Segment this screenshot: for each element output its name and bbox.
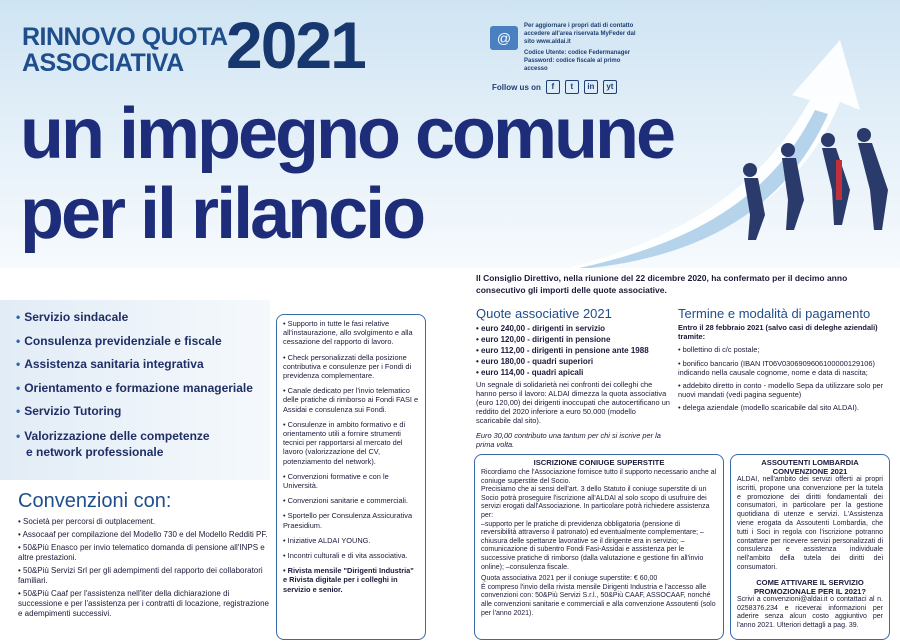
iscrizione-text: Precisiamo che ai sensi dell'art. 3 dello Statuto il coniuge superstite di un Socio potrà proseguire l'iscrizione all'ALDAI al solo scopo di usufruire dei servizi erogati dall'Associazione. In particolare potrà richiedere assistenza per: — [481, 486, 710, 519]
contact-info-line2: Codice Utente: codice Federmanager — [524, 50, 631, 56]
service-item: • Assistenza sanitaria integrativa — [16, 357, 204, 371]
hero-title — [22, 24, 228, 76]
service-label: Consulenza previdenziale e fiscale — [24, 333, 222, 348]
assoutenti-text: Scrivi a convenzioni@aldai.it o contattaci al n. 0258376.234 e riceverai informazioni per aderire senza alcun costo aggiuntivo per l'anno 2021. Ulteriori dettagli a pag. 39. — [737, 595, 883, 630]
service-item: • Servizio sindacale — [16, 310, 129, 324]
payment-item: • bonifico bancario (IBAN IT06V0306909606100000129106) indicando nella causale cognome, nome e data di nascita; — [678, 358, 875, 377]
service-detail: • Convenzioni sanitarie e commerciali. — [283, 496, 408, 506]
iscrizione-text: –supporto per le pratiche di previdenza obbligatoria (pensione di reversibilità attraverso il patronato) ed eventualmente complementare; –chiusura delle spettanze lavorative se il dirigente era in servizio; –comunicazione di subentro Fondi Fasi-Assidai e assistenza per le successive pratiche di rimborso (dalla valutazione e gestione fin all'invio online); –consulenza fiscale. — [481, 520, 704, 571]
service-label: Assistenza sanitaria integrativa — [24, 357, 204, 371]
convenzioni-section — [18, 490, 274, 622]
service-label: e network professionale — [26, 444, 164, 459]
assoutenti-title: ASSOUTENTI LOMBARDIA CONVENZIONE 2021 — [761, 458, 859, 476]
growth-arrow-illustration — [560, 40, 900, 268]
quote-section — [476, 306, 672, 449]
convenzioni-item: • Società per percorsi di outplacement. — [18, 517, 156, 526]
services-detail-box — [276, 314, 426, 640]
assoutenti-subtitle: COME ATTIVARE IL SERVIZIO PROMOZIONALE PER IL 2021? — [753, 577, 867, 596]
iscrizione-text: Ricordiamo che l'Associazione fornisce tutto il supporto necessario anche al coniuge superstite del Socio. — [481, 469, 717, 485]
hero-banner — [0, 0, 900, 268]
payment-item: • bollettino di c/c postale; — [678, 345, 760, 355]
quote-note: Un segnale di solidarietà nei confronti dei colleghi che hanno perso il lavoro: ALDAI dimezza la quota associativa (euro 120,00) dei dirigenti inoccupati che autocertificano un reddito del 2020 inferiore a euro 50.000 (modello scaricabile dal sito). — [476, 380, 670, 425]
service-label: Orientamento e formazione manageriale — [24, 380, 253, 395]
service-detail: • Supporto in tutte le fasi relative all'instaurazione, allo svolgimento e alla cessazione del rapporto di lavoro. — [283, 319, 413, 347]
quote-item: • euro 120,00 - dirigenti in pensione — [476, 335, 611, 344]
convenzioni-title: Convenzioni con: — [18, 490, 172, 512]
convenzioni-item: • 50&Più Caaf per l'assistenza nell'iter della dichiarazione di successione e per l'assistenza per i contratti di locazione, registrazione e adempimenti successivi. — [18, 589, 269, 618]
quote-item: • euro 114,00 - quadri apicali — [476, 368, 584, 377]
service-item: • Consulenza previdenziale e fiscale — [16, 333, 222, 348]
service-detail: • Canale dedicato per l'invio telematico delle pratiche di rimborso ai Fondi FASI e Assidai e consulenza sui Fondi. — [283, 386, 419, 414]
iscrizione-text: Quota associativa 2021 per il coniuge superstite: € 60,00 — [481, 575, 658, 583]
hero-slogan-line1: un impegno comune — [20, 94, 674, 174]
hero-title-line2: ASSOCIATIVA — [22, 49, 184, 77]
payment-item: • delega aziendale (modello scaricabile dal sito ALDAI). — [678, 403, 859, 413]
contact-info-line3: Password: codice fiscale al primo accesso — [524, 58, 621, 72]
service-label: Servizio Tutoring — [24, 404, 122, 418]
service-detail: • Consulenze in ambito formativo e di orientamento utili a fornire strumenti tecnici per rapportarsi al mercato del lavoro (valorizzazione del CV, potenziamento del network). — [283, 419, 406, 466]
service-item: • Valorizzazione delle competenze — [16, 428, 210, 443]
twitter-icon[interactable]: t — [565, 80, 579, 94]
iscrizione-title: ISCRIZIONE CONIUGE SUPERSTITE — [533, 458, 665, 467]
service-detail: • Iniziative ALDAI YOUNG. — [283, 535, 371, 545]
convenzioni-item: • Assocaaf per compilazione del Modello 730 e del Modello Redditi PF. — [18, 530, 268, 539]
service-label: Valorizzazione delle competenze — [24, 428, 210, 443]
quote-title: Quote associative 2021 — [476, 306, 612, 321]
convenzioni-item: • 50&Più Servizi Srl per gli adempimenti del rapporto dei collaboratori familiari. — [18, 566, 263, 585]
hero-title-line1: RINNOVO QUOTA — [22, 23, 228, 51]
hero-year: 2021 — [226, 8, 365, 82]
youtube-icon[interactable]: yt — [603, 80, 617, 94]
quote-item: • euro 180,00 - quadri superiori — [476, 357, 594, 366]
payment-section — [678, 306, 888, 417]
payment-deadline: Entro il 28 febbraio 2021 (salvo casi di deleghe aziendali) tramite: — [678, 323, 878, 342]
follow-label: Follow us on — [492, 82, 541, 92]
service-item: • Orientamento e formazione manageriale — [16, 380, 253, 395]
convenzioni-item: • 50&Più Enasco per invio telematico domanda di pensione all'INPS e altre prestazioni. — [18, 543, 265, 562]
mail-icon: @ — [490, 26, 518, 50]
service-item-continuation — [16, 444, 270, 460]
hero-slogan-line2: per il rilancio — [20, 174, 424, 254]
linkedin-icon[interactable]: in — [584, 80, 598, 94]
assoutenti-text: ALDAI, nell'ambito dei servizi offerti ai propri iscritti, propone una convenzione per la tutela e promozione dei diritti fondamentali dei consumatori, in particolare per la gestione quotidiana di utenze e servizi. L'Assistenza viene erogata da Assoutenti Lombardia, che tutti i Soci in regola con l'iscrizione potranno contattare per ricevere servizi personalizzati di consulenza e assistenza individuale nell'ambito della tutela dei diritti dei consumatori. — [737, 476, 883, 571]
quote-una-tantum: Euro 30,00 contributo una tantum per chi si iscrive per la prima volta. — [476, 431, 661, 449]
assoutenti-box — [730, 454, 890, 640]
intro-text: Il Consiglio Direttivo, nella riunione del 22 dicembre 2020, ha confermato per il decimo anno consecutivo gli importi delle quote associative. — [476, 273, 848, 295]
contact-info-line1: Per aggiornare i propri dati di contatto accedere all'area riservata MyFeder dal sito www.aldai.it — [524, 23, 636, 45]
facebook-icon[interactable]: f — [546, 80, 560, 94]
quote-item: • euro 240,00 - dirigenti in servizio — [476, 324, 606, 333]
payment-title: Termine e modalità di pagamento — [678, 306, 871, 321]
payment-item: • addebito diretto in conto - modello Sepa da utilizzare solo per nuovi mandati (vedi pagina seguente) — [678, 381, 884, 400]
service-item: • Servizio Tutoring — [16, 404, 122, 418]
quote-item: • euro 112,00 - dirigenti in pensione ante 1988 — [476, 346, 649, 355]
service-detail: • Convenzioni formative e con le Università. — [283, 471, 389, 491]
services-list — [0, 300, 270, 480]
iscrizione-text: È compreso l'invio della rivista mensile Dirigenti Industria e l'accesso alle convenzioni con: 50&Più Servizi S.r.l., 50&Più CAAF, ASSOCAAF, nonché alle convenzioni sanitarie e commerciali e alla convenzione Assoutenti (solo per l'anno 2021). — [481, 583, 716, 617]
service-label: Servizio sindacale — [24, 310, 129, 324]
service-detail: • Check personalizzati della posizione contributiva e consulenze per i Fondi di previdenza complementare. — [283, 352, 412, 381]
service-detail: • Rivista mensile "Dirigenti Industria" e Rivista digitale per i colleghi in servizio e senior. — [283, 566, 414, 594]
service-detail: • Incontri culturali e di vita associativa. — [283, 551, 408, 561]
iscrizione-box — [474, 454, 724, 640]
service-detail: • Sportello per Consulenza Assicurativa Praesidium. — [283, 511, 413, 530]
